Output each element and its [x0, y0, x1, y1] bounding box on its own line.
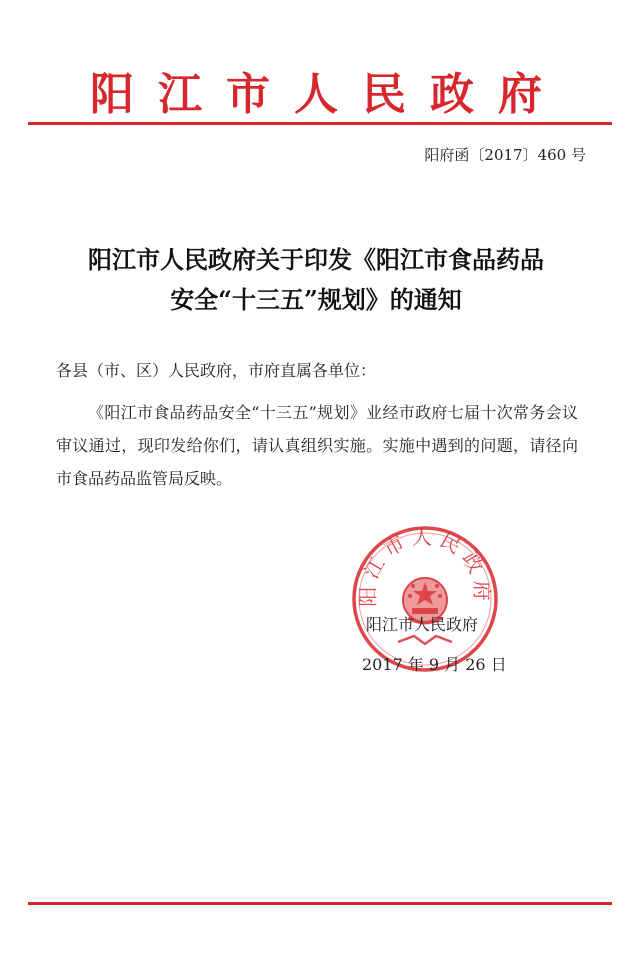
addressee-line: 各县（市、区）人民政府，市府直属各单位：: [56, 361, 377, 380]
notice-title-line-2: 安全“十三五”规划》的通知: [170, 285, 462, 314]
seal-text: 阳江市人民政府: [355, 525, 495, 607]
red-footer-divider: [28, 902, 612, 905]
document-number: 阳府函〔2017〕460 号: [424, 146, 586, 164]
issuing-authority-title: 阳江市人民政府: [90, 69, 566, 120]
issuer-signature: 阳江市人民政府: [366, 615, 479, 634]
notice-title: [40, 240, 592, 320]
issue-date: 2017 年 9 月 26 日: [362, 655, 507, 674]
notice-title-line-1: 阳江市人民政府关于印发《阳江市食品药品: [88, 245, 544, 274]
notice-body: 《阳江市食品药品安全“十三五”规划》业经市政府七届十次常务会议审议通过，现印发给你们，请认真组织实施。实施中遇到的问题，请径向市食品药品监管局反映。: [56, 403, 578, 488]
red-header-divider: [28, 122, 612, 125]
